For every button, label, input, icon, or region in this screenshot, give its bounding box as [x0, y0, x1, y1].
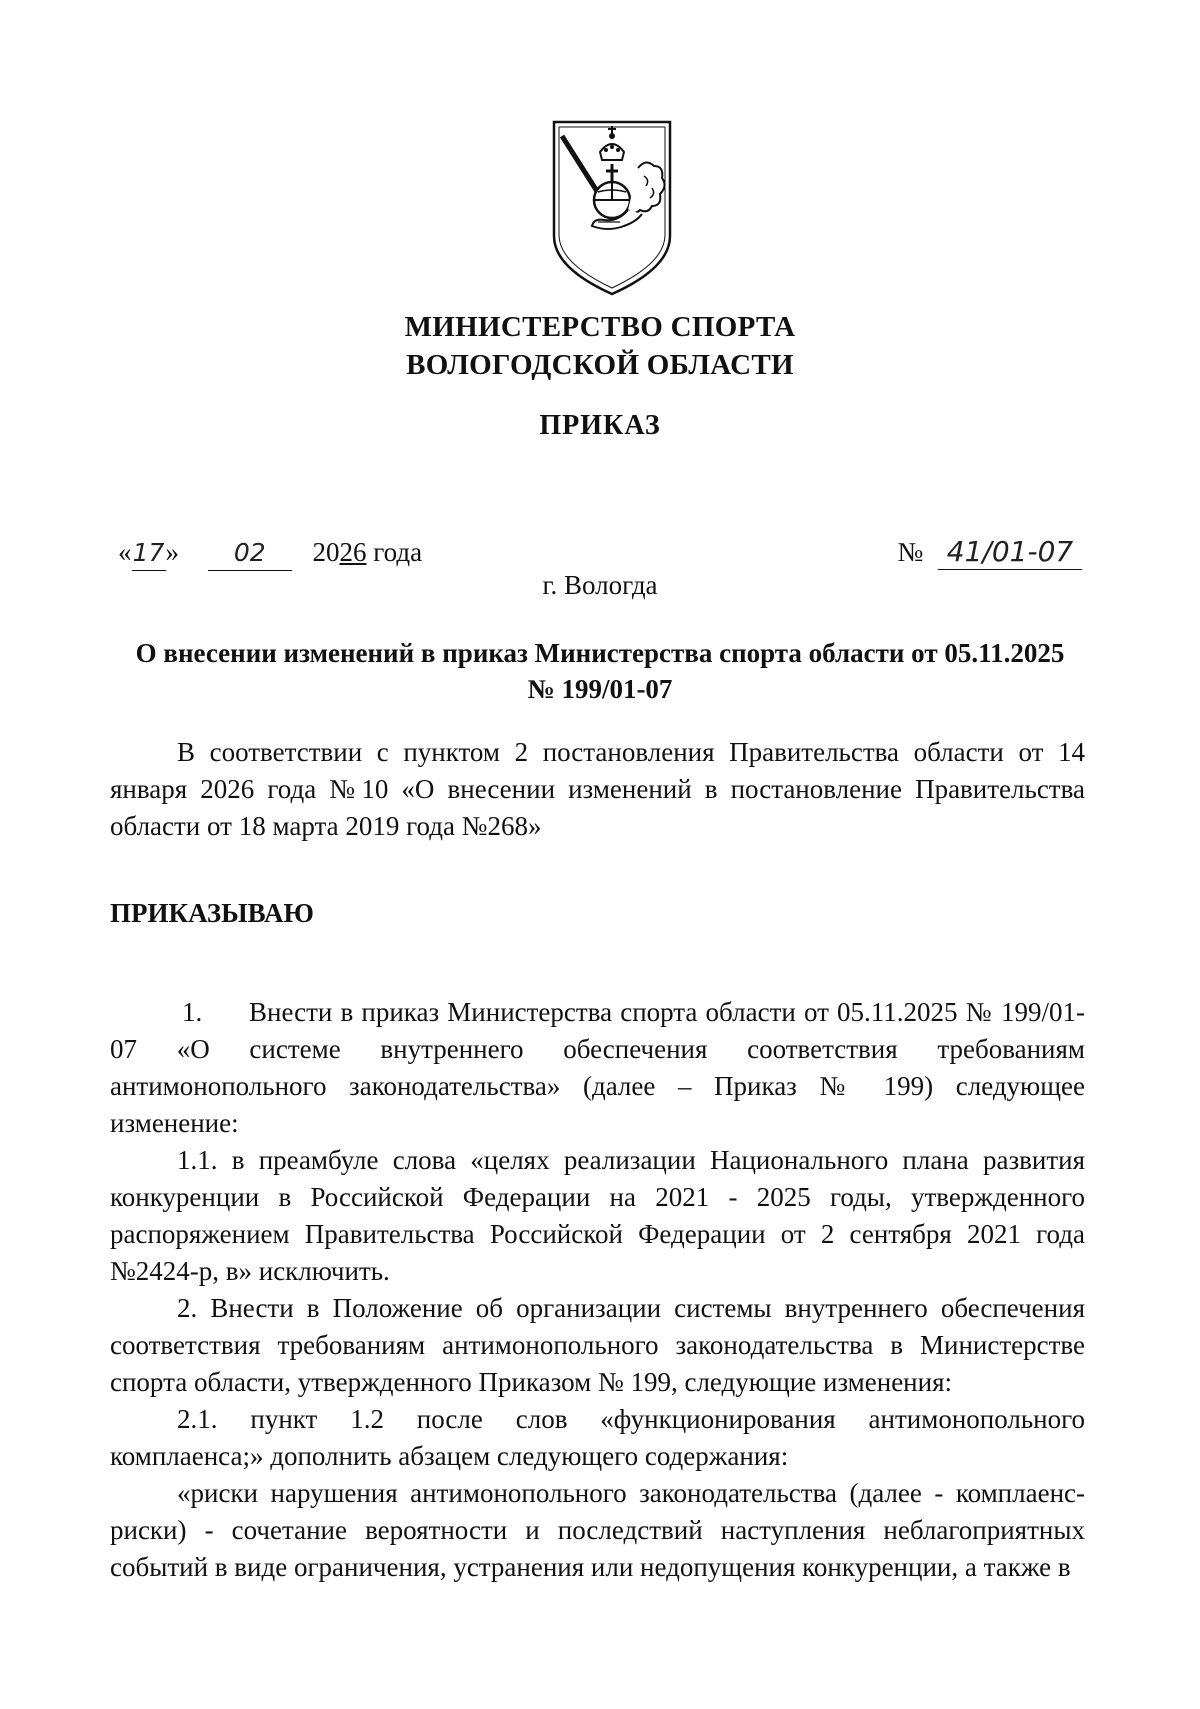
number-sign: № — [897, 537, 924, 567]
item-2-paragraph: 2. Внести в Положение об организации системы внутреннего обеспечения соответствия требованиям антимонопольного законодательства в Министерстве спорта области, утвержденного Приказом № 199, следующие изменения: — [110, 1293, 1085, 1397]
ministry-name-line1: МИНИСТЕРСТВО СПОРТА — [404, 311, 796, 343]
subject-line2: № 199/01-07 — [527, 674, 673, 704]
date-month-handwritten: 02 — [208, 536, 292, 571]
date-year-suffix: 26 — [339, 537, 367, 567]
legal-basis-paragraph: В соответствии с пунктом 2 постановления Правительства области от 14 января 2026 года №10 «О внесении изменений в постановление Правительства области от 18 марта 2019 года №268» — [110, 737, 1085, 841]
quoted-definition-paragraph: «риски нарушения антимонопольного законодательства (далее - комплаенс-риски) - сочетание вероятности и последствий наступления неблагоприятных событий в виде ограничения, устранения или недопущения конкуренции, а также в — [110, 1478, 1085, 1582]
item-1-1-paragraph: 1.1. в преамбуле слова «целях реализации Национального плана развития конкуренции в Российской Федерации на 2021 - 2025 годы, утвержденного распоряжением Правительства Российской Федерации от 2 сентября 2021 года №2424-р, в» исключить. — [110, 1145, 1085, 1286]
item-1-number: 1. — [182, 997, 203, 1027]
date-open-quote: « — [118, 537, 132, 567]
subject-line1: О внесении изменений в приказ Министерства спорта области от 05.11.2025 — [135, 638, 1065, 668]
item-1-paragraph — [110, 994, 1085, 1142]
date-year-prefix: 20 — [312, 537, 340, 567]
order-date — [118, 535, 422, 571]
item-1-text: Внести в приказ Министерства спорта области от 05.11.2025 № 199/01-07 «О системе внутреннего обеспечения соответствия требованиям антимонопольного законодательства» (далее – Приказ № 199) следующее изменение: — [110, 997, 1085, 1138]
ministry-name-line2: ВОЛОГОДСКОЙ ОБЛАСТИ — [406, 349, 794, 381]
item-2-1-paragraph: 2.1. пункт 1.2 после слов «функционирования антимонопольного комплаенса;» дополнить абзацем следующего содержания: — [110, 1404, 1085, 1471]
order-subject — [90, 635, 1110, 707]
document-type: ПРИКАЗ — [539, 410, 661, 441]
decree-heading: ПРИКАЗЫВАЮ — [110, 898, 314, 928]
order-body — [110, 734, 1085, 1586]
date-year-word: года — [373, 537, 423, 567]
order-number — [897, 535, 1082, 570]
order-number-handwritten: 41/01-07 — [938, 535, 1082, 570]
date-day-handwritten: 17 — [132, 536, 166, 571]
date-close-quote: » — [165, 537, 179, 567]
vologda-coat-of-arms-icon — [548, 118, 676, 296]
ministry-name — [0, 308, 1200, 384]
city: г. Вологда — [542, 570, 658, 600]
